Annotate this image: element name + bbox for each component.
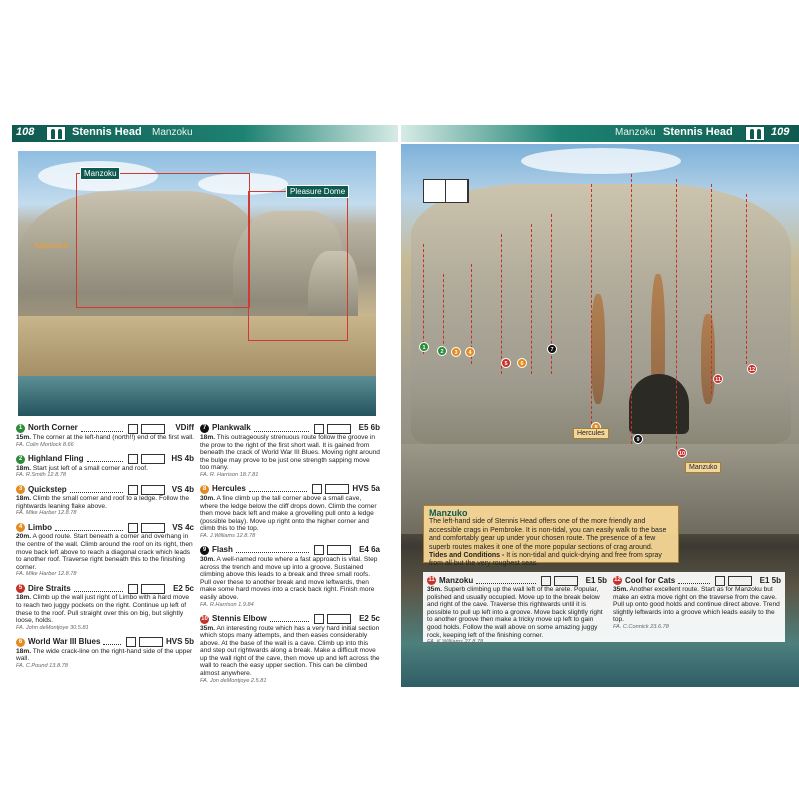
right-page-header: [401, 125, 799, 142]
route-name: Dire Straits: [28, 583, 71, 593]
tides-label: Tides and Conditions -: [429, 552, 505, 560]
route-description-text: The corner at the left-hand (north!!) end of the first wall.: [32, 434, 195, 441]
dot-leader: [254, 426, 309, 432]
route-marker-10: 10: [677, 448, 687, 458]
route-number-badge: 3: [16, 485, 25, 494]
route-description-text: Climb up the wall just right of Limbo with a hard move to reach two juggy pockets on the right. Continue up left of these to the roof. Pull straight over this on big, but slightly loose, holds.: [16, 594, 189, 625]
dot-leader: [249, 486, 308, 492]
route-length: 18m.: [16, 464, 32, 472]
route-grade: HVS 5a: [352, 484, 380, 494]
route-header: [427, 575, 607, 586]
route-description: [613, 586, 781, 624]
route-marker-3: 3: [451, 347, 461, 357]
route-style-icon: [128, 523, 138, 533]
tick-box: [728, 576, 752, 586]
route-entry: [16, 522, 194, 578]
left-page: [12, 117, 398, 687]
dot-leader: [55, 525, 123, 531]
route-number-badge: 7: [200, 424, 209, 433]
manzuko-tag: Manzuko: [685, 462, 721, 473]
sector-info-icons: [423, 179, 469, 203]
right-page: [401, 117, 799, 687]
page-subtitle: Manzoku: [152, 127, 193, 138]
route-description: [427, 586, 607, 639]
route-list-left-a: [16, 423, 194, 675]
page-title: Stennis Head: [72, 126, 142, 138]
walk-icon: [446, 180, 468, 202]
route-name: Limbo: [28, 522, 52, 532]
dot-leader: [74, 586, 123, 592]
dot-leader: [236, 547, 309, 553]
route-header: [200, 423, 380, 434]
route-description: [16, 594, 194, 624]
route-header: [16, 423, 194, 434]
route-entry: [200, 545, 380, 609]
route-name: North Corner: [28, 423, 78, 433]
route-name: Hercules: [212, 484, 246, 494]
approach-label: Approach: [34, 241, 69, 250]
route-style-icon: [126, 637, 136, 647]
route-grade: VDiff: [175, 423, 194, 433]
route-style-icon: [314, 424, 324, 434]
route-number-badge: 6: [16, 638, 25, 647]
route-name: Plankwalk: [212, 423, 251, 433]
dot-leader: [87, 456, 123, 462]
route-marker-9: 9: [633, 434, 643, 444]
route-entry: [613, 575, 781, 631]
route-marker-1: 1: [419, 342, 429, 352]
page-title: Stennis Head: [663, 126, 733, 138]
route-marker-5: 5: [501, 358, 511, 368]
route-entry: [200, 484, 380, 540]
route-grade: E1 5b: [759, 576, 781, 585]
route-style-icon: [541, 576, 551, 586]
route-name: World War III Blues: [28, 637, 101, 647]
route-number-badge: 9: [200, 546, 209, 555]
dot-leader: [678, 578, 710, 584]
route-length: 30m.: [200, 555, 216, 563]
route-length: 18m.: [16, 495, 32, 503]
tick-box: [141, 485, 165, 495]
route-grade: VS 4c: [172, 522, 194, 532]
pleasure-dome-label: Pleasure Dome: [286, 185, 349, 198]
first-ascent: FA. Mike Harber 12.8.78: [16, 571, 77, 578]
dot-leader: [81, 426, 123, 432]
route-style-icon: [128, 584, 138, 594]
route-length: 18m.: [200, 434, 216, 441]
route-description-text: Another excellent route. Start as for Manzoku but make an extra move right on the traverse from the cave. Pull up onto good holds and continue direct above. Trend slightly leftwards into a groove which leads easily to the top.: [613, 586, 780, 624]
pleasure-dome-area-box: [248, 191, 348, 341]
dot-leader: [270, 616, 309, 622]
route-grade: E1 5b: [585, 576, 607, 585]
route-header: [16, 522, 194, 533]
route-description: [200, 556, 380, 602]
page-number: 109: [771, 126, 790, 138]
page-number: 108: [16, 126, 35, 138]
sun-icon: [424, 180, 446, 202]
route-marker-11: 11: [713, 374, 723, 384]
route-style-icon: [312, 484, 322, 494]
route-grade: E5 6b: [358, 423, 380, 433]
route-name: Stennis Elbow: [212, 613, 267, 623]
dot-leader: [103, 639, 121, 645]
route-name: Cool for Cats: [625, 576, 676, 585]
route-length: 35m.: [200, 624, 216, 632]
route-length: 35m.: [613, 586, 629, 593]
tick-box: [139, 637, 163, 647]
route-number-badge: 1: [16, 424, 25, 433]
first-ascent: FA. John deMontjoye 30.5.81: [16, 624, 89, 631]
route-description: [16, 434, 194, 442]
first-ascent: FA. Colin Mortlock 8.66: [16, 441, 74, 448]
route-number-badge: 4: [16, 523, 25, 532]
route-description-text: A fine climb up the tall corner above a small cave, where the ledge below the cliff drops down. Climb the corner then move back left and make a grovelling pull onto a ledge (possible belay). Move up right onto the higher corner and climb this to the top.: [200, 494, 377, 533]
route-list-left-b: [200, 423, 380, 687]
route-description: [200, 495, 380, 533]
route-header: [16, 454, 194, 465]
route-entry: [200, 614, 380, 685]
manzoku-label: Manzoku: [80, 167, 120, 180]
route-entry: [427, 575, 607, 646]
people-icon: [745, 126, 765, 141]
route-number-badge: 11: [428, 577, 435, 583]
route-marker-6: 6: [517, 358, 527, 368]
route-length: 18m.: [16, 647, 32, 655]
route-name: Manzoku: [439, 576, 474, 585]
route-number-badge: 8: [200, 485, 209, 494]
tick-box: [327, 424, 351, 434]
route-grade: E4 6a: [359, 545, 380, 555]
first-ascent: FA. R.Smith 12.8.78: [16, 472, 66, 479]
route-header: [200, 484, 380, 495]
route-header: [613, 575, 781, 586]
route-grade: E2 5c: [359, 613, 380, 623]
route-length: 20m.: [16, 533, 32, 541]
route-header: [200, 614, 380, 625]
route-entry: [200, 423, 380, 479]
first-ascent: FA. J.Williams 12.8.78: [200, 532, 256, 539]
hercules-tag: Hercules: [573, 428, 609, 439]
route-name: Quickstep: [28, 484, 67, 494]
route-description: [200, 625, 380, 678]
tick-box: [327, 614, 351, 624]
route-name: Highland Fling: [28, 453, 84, 463]
route-number-badge: 5: [16, 584, 25, 593]
route-header: [16, 583, 194, 594]
tick-box: [141, 584, 165, 594]
tick-box: [554, 576, 578, 586]
route-list-right-a: [427, 575, 607, 651]
route-number-badge: 12: [614, 577, 621, 583]
dot-leader: [70, 487, 123, 493]
route-list-right-b: [613, 575, 781, 636]
route-description-text: An interesting route which has a very hard initial section which stops many attempts, and then eases considerably above. At the base of the wall is a cave. Climb up into this and step out rightwards along a break. Make a difficult move up the wall right of the cave, then move up and left across the wall to reach the easy upper section. This can be climbed almost anywhere.: [200, 624, 380, 678]
route-description-text: Climb the small corner and roof to a ledge. Follow the rightwards leaning flake above.: [16, 495, 190, 510]
route-length: 35m.: [427, 586, 443, 593]
route-marker-4: 4: [465, 347, 475, 357]
route-description: [16, 465, 194, 473]
route-style-icon: [128, 424, 138, 434]
route-style-icon: [128, 485, 138, 495]
route-description: [16, 648, 194, 663]
first-ascent: FA. Jon deMontjoye 2.5.81: [200, 677, 267, 684]
first-ascent: FA. C.Pound 13.8.78: [16, 662, 68, 669]
info-box-title: Manzuko: [429, 508, 468, 518]
info-box-text: The left-hand side of Stennis Head offers one of the more friendly and accessible crags in Pembroke. It is non-tidal, you can easily walk to the base and comfortably gear up under your chosen route. The presence of a few superb routes makes it one of the more popular sections of crag around.: [429, 518, 667, 551]
route-entry: [16, 454, 194, 480]
route-marker-12: 12: [747, 364, 757, 374]
route-length: 18m.: [16, 594, 32, 602]
route-length: 30m.: [200, 494, 216, 502]
route-marker-2: 2: [437, 346, 447, 356]
tick-box: [327, 545, 351, 555]
route-entry: [16, 637, 194, 670]
route-entry: [16, 423, 194, 449]
left-page-header: [12, 125, 398, 142]
route-marker-7: 7: [547, 344, 557, 354]
first-ascent: FA. Mike Harber 12.8.78: [16, 510, 77, 517]
route-description: [200, 434, 380, 472]
first-ascent: FA. K.Williams 27.8.78: [427, 639, 484, 646]
route-grade: E2 5c: [173, 583, 194, 593]
first-ascent: FA. R. Harrison 18.7.81: [200, 471, 259, 478]
route-description: [16, 533, 194, 571]
manzoku-area-box: [76, 173, 250, 308]
route-style-icon: [314, 614, 324, 624]
first-ascent: FA. R.Harrison 1.9.84: [200, 601, 254, 608]
route-description-text: This outrageously strenuous route follow the groove in the prow to the right of the first short wall. It is gained from beneath the crack of World War III Blues. Moving right around the bulge may prove to be just one strength sapping move too many.: [200, 434, 380, 472]
route-description-text: A good route. Start beneath a corner and overhang in the centre of the wall. Climb around the roof on its right, then move back left above to reach a diagonal crack which leads to another roof. Traverse right beneath this to the finishing corner.: [16, 533, 193, 571]
crag-overview-photo: [18, 151, 376, 416]
route-entry: [16, 583, 194, 631]
route-description-text: The wide crack-line on the right-hand side of the upper wall.: [16, 647, 193, 663]
cave: [629, 374, 689, 434]
route-grade: HVS 5b: [165, 637, 194, 647]
tides-text: It is non-tidal and quick-drying and free from spray from all but the very roughest seas.: [429, 552, 662, 568]
route-entry: [16, 484, 194, 517]
route-style-icon: [314, 545, 324, 555]
route-style-icon: [715, 576, 725, 586]
dot-leader: [476, 578, 536, 584]
route-header: [16, 637, 194, 648]
route-description-text: Start just left of a small corner and roof.: [32, 464, 148, 472]
route-grade: VS 4b: [171, 484, 194, 494]
tick-box: [325, 484, 349, 494]
route-description-text: A well-named route where a fast approach is vital. Step across the trench and move up into a groove. Sustained climbing above this leads to a break and three small roofs. Pull over these to another break and move leftwards, then make some hard moves into a crack back right. Finish more easily above.: [200, 555, 378, 601]
route-list-right: [423, 572, 785, 646]
page-subtitle: Manzoku: [615, 127, 656, 138]
route-number-badge: 2: [16, 455, 25, 464]
sector-info-box: [423, 505, 679, 568]
route-header: [200, 545, 380, 556]
route-name: Flash: [212, 545, 233, 555]
first-ascent: FA. C.Connick 23.6.78: [613, 623, 669, 630]
tick-box: [141, 454, 165, 464]
route-grade: HS 4b: [171, 453, 194, 463]
route-header: [16, 484, 194, 495]
tick-box: [141, 424, 165, 434]
route-description-text: Superb climbing up the wall left of the arete. Popular, polished and usually occupied. Move up to the break below and right of the cave. Traverse this rightwards until it is possible to pull up left into a groove. Move back slightly right to another groove then make a tricky move up left to gain good holds. Follow the wall above on some amazing juggy rock, keeping left of the finishing corner.: [427, 586, 603, 639]
route-number-badge: 10: [201, 615, 208, 622]
tick-box: [141, 523, 165, 533]
route-length: 15m.: [16, 434, 32, 441]
route-style-icon: [128, 454, 138, 464]
people-icon: [46, 126, 66, 141]
route-description: [16, 495, 194, 510]
